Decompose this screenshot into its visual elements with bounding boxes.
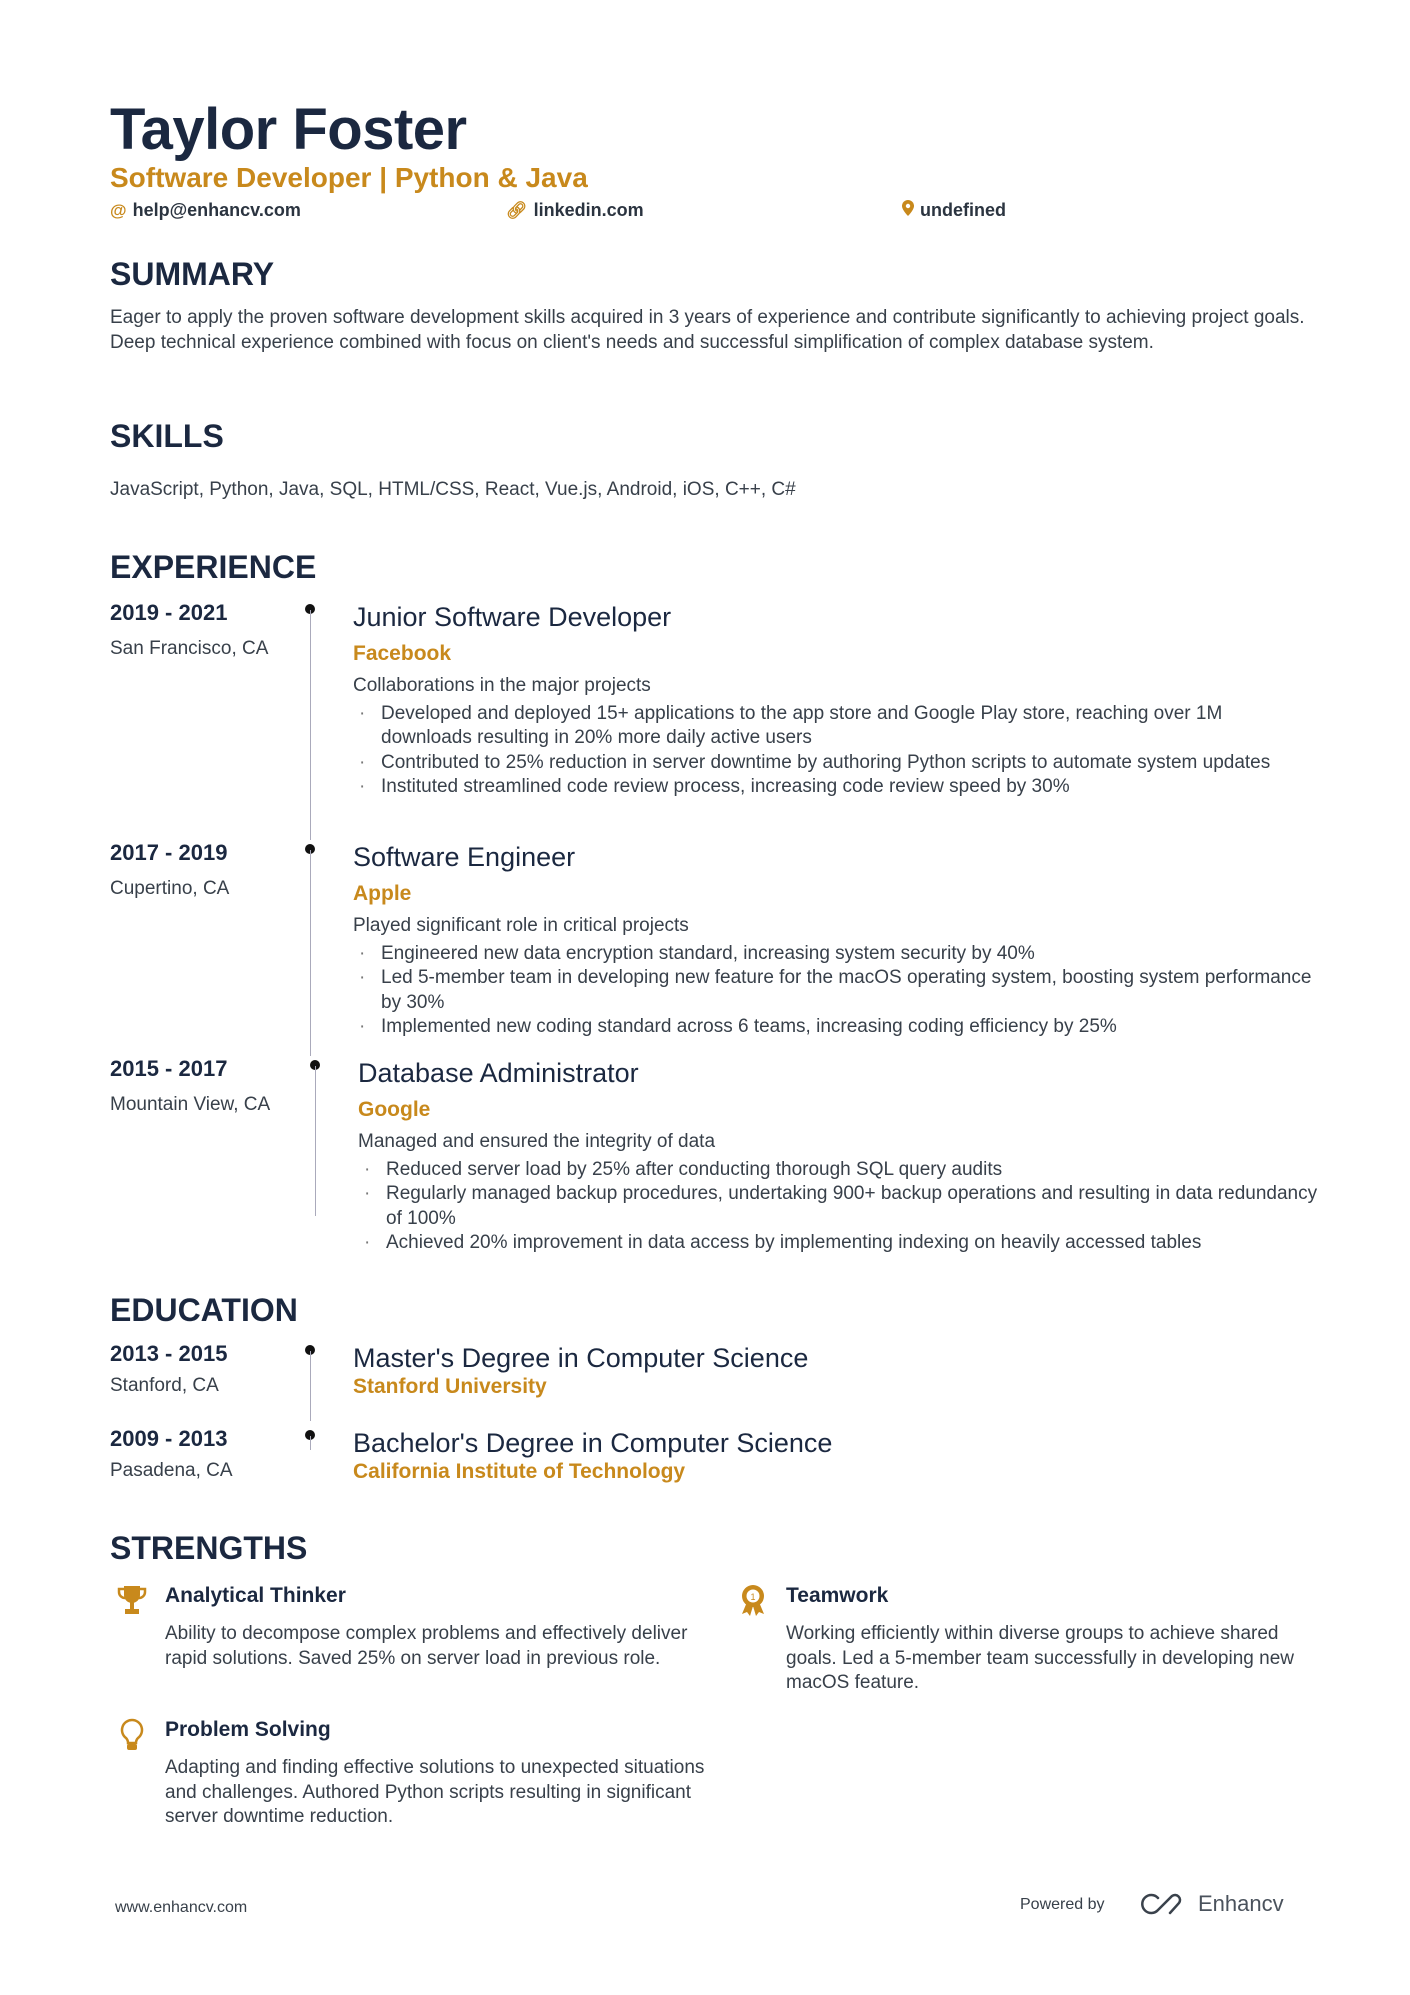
timeline-line — [310, 610, 311, 840]
entry-dates: 2013 - 2015 — [110, 1341, 228, 1366]
entry-location: Mountain View, CA — [110, 1094, 271, 1115]
entry-dates: 2019 - 2021 — [110, 600, 228, 625]
bullet: · Led 5-member team in developing new feature for the macOS operating system, boosting system performance by 30% — [353, 966, 1313, 1015]
entry-dates: 2015 - 2017 — [110, 1056, 228, 1081]
skills-text: JavaScript, Python, Java, SQL, HTML/CSS, React, Vue.js, Android, iOS, C++, C# — [110, 479, 796, 500]
powered-by-text: Powered by — [1020, 1896, 1105, 1913]
entry-dates: 2017 - 2019 — [110, 840, 228, 865]
entry-location: Cupertino, CA — [110, 878, 230, 899]
strength-text: Ability to decompose complex problems and effectively deliver rapid solutions. Saved 25% on server load in previous role. — [165, 1623, 688, 1669]
timeline-line — [310, 850, 311, 1056]
education-heading: EDUCATION — [110, 1292, 298, 1328]
strength-title: Teamwork — [786, 1584, 889, 1607]
trophy-icon — [115, 1584, 149, 1624]
degree: Master's Degree in Computer Science — [353, 1343, 809, 1373]
job-description: Managed and ensured the integrity of data — [358, 1131, 716, 1152]
bullet: · Developed and deployed 15+ applications to the app store and Google Play store, reaching over 1M downloads resulting in 20% more daily active users — [353, 702, 1313, 751]
entry-location: Stanford, CA — [110, 1375, 219, 1396]
linkedin-text: linkedin.com — [533, 200, 644, 220]
experience-heading: EXPERIENCE — [110, 549, 317, 585]
entry-location: Pasadena, CA — [110, 1460, 233, 1481]
job-description: Played significant role in critical projects — [353, 915, 689, 936]
brand-name: Enhancv — [1198, 1891, 1284, 1916]
job-description: Collaborations in the major projects — [353, 675, 651, 696]
location-text: undefined — [920, 200, 1006, 220]
entry-dates: 2009 - 2013 — [110, 1426, 228, 1451]
entry-location: San Francisco, CA — [110, 638, 269, 659]
contact-location — [902, 200, 1006, 221]
job-title: Junior Software Developer — [353, 602, 672, 632]
timeline-line — [315, 1066, 316, 1216]
at-icon: @ — [110, 200, 127, 220]
bullet: · Contributed to 25% reduction in server downtime by authoring Python scripts to automate system updates — [353, 751, 1313, 775]
enhancv-logo-icon — [1140, 1891, 1186, 1917]
contact-linkedin[interactable] — [506, 200, 644, 221]
link-icon: 🔗︎ — [506, 200, 528, 220]
summary-text: Eager to apply the proven software development skills acquired in 3 years of experience and contribute significantly to achieving project goals. Deep technical experience combined with focus on client's needs and successful simplification of complex database system. — [110, 307, 1305, 353]
footer-website[interactable]: www.enhancv.com — [115, 1899, 248, 1916]
strength-title: Analytical Thinker — [165, 1584, 346, 1607]
bullet: · Instituted streamlined code review process, increasing code review speed by 30% — [353, 775, 1313, 799]
company-name: Facebook — [353, 642, 452, 665]
strengths-heading: STRENGTHS — [110, 1530, 308, 1566]
svg-text:1: 1 — [750, 1592, 756, 1602]
bullet: · Achieved 20% improvement in data access by implementing indexing on heavily accessed tables — [358, 1231, 1318, 1255]
bullet: · Regularly managed backup procedures, undertaking 900+ backup operations and resulting in data redundancy of 100% — [358, 1182, 1318, 1231]
award-ribbon-icon — [736, 1584, 770, 1626]
company-name: Google — [358, 1098, 431, 1121]
bullet: · Reduced server load by 25% after conducting thorough SQL query audits — [358, 1158, 1318, 1182]
location-pin-icon — [902, 200, 914, 221]
school-name: Stanford University — [353, 1375, 547, 1398]
bullet: · Implemented new coding standard across 6 teams, increasing coding efficiency by 25% — [353, 1015, 1313, 1039]
timeline-line — [310, 1436, 311, 1450]
candidate-name: Taylor Foster — [110, 97, 467, 162]
lightbulb-icon — [115, 1718, 149, 1760]
job-title: Software Engineer — [353, 842, 576, 872]
contact-email[interactable] — [110, 200, 301, 221]
strength-title: Problem Solving — [165, 1718, 331, 1741]
school-name: California Institute of Technology — [353, 1460, 686, 1483]
company-name: Apple — [353, 882, 412, 905]
timeline-line — [310, 1351, 311, 1421]
email-text: help@enhancv.com — [132, 200, 301, 220]
job-title: Database Administrator — [358, 1058, 639, 1088]
skills-heading: SKILLS — [110, 418, 224, 454]
strength-text: Adapting and finding effective solutions to unexpected situations and challenges. Authored Python scripts resulting in significant server downtime reduction. — [165, 1757, 705, 1827]
enhancv-logo[interactable] — [1140, 1891, 1284, 1917]
strength-text: Working efficiently within diverse groups to achieve shared goals. Led a 5-member team successfully in developing new macOS feature. — [786, 1623, 1294, 1693]
degree: Bachelor's Degree in Computer Science — [353, 1428, 833, 1458]
candidate-title: Software Developer | Python & Java — [110, 162, 588, 193]
bullet: · Engineered new data encryption standard, increasing system security by 40% — [353, 942, 1313, 966]
summary-heading: SUMMARY — [110, 256, 275, 292]
